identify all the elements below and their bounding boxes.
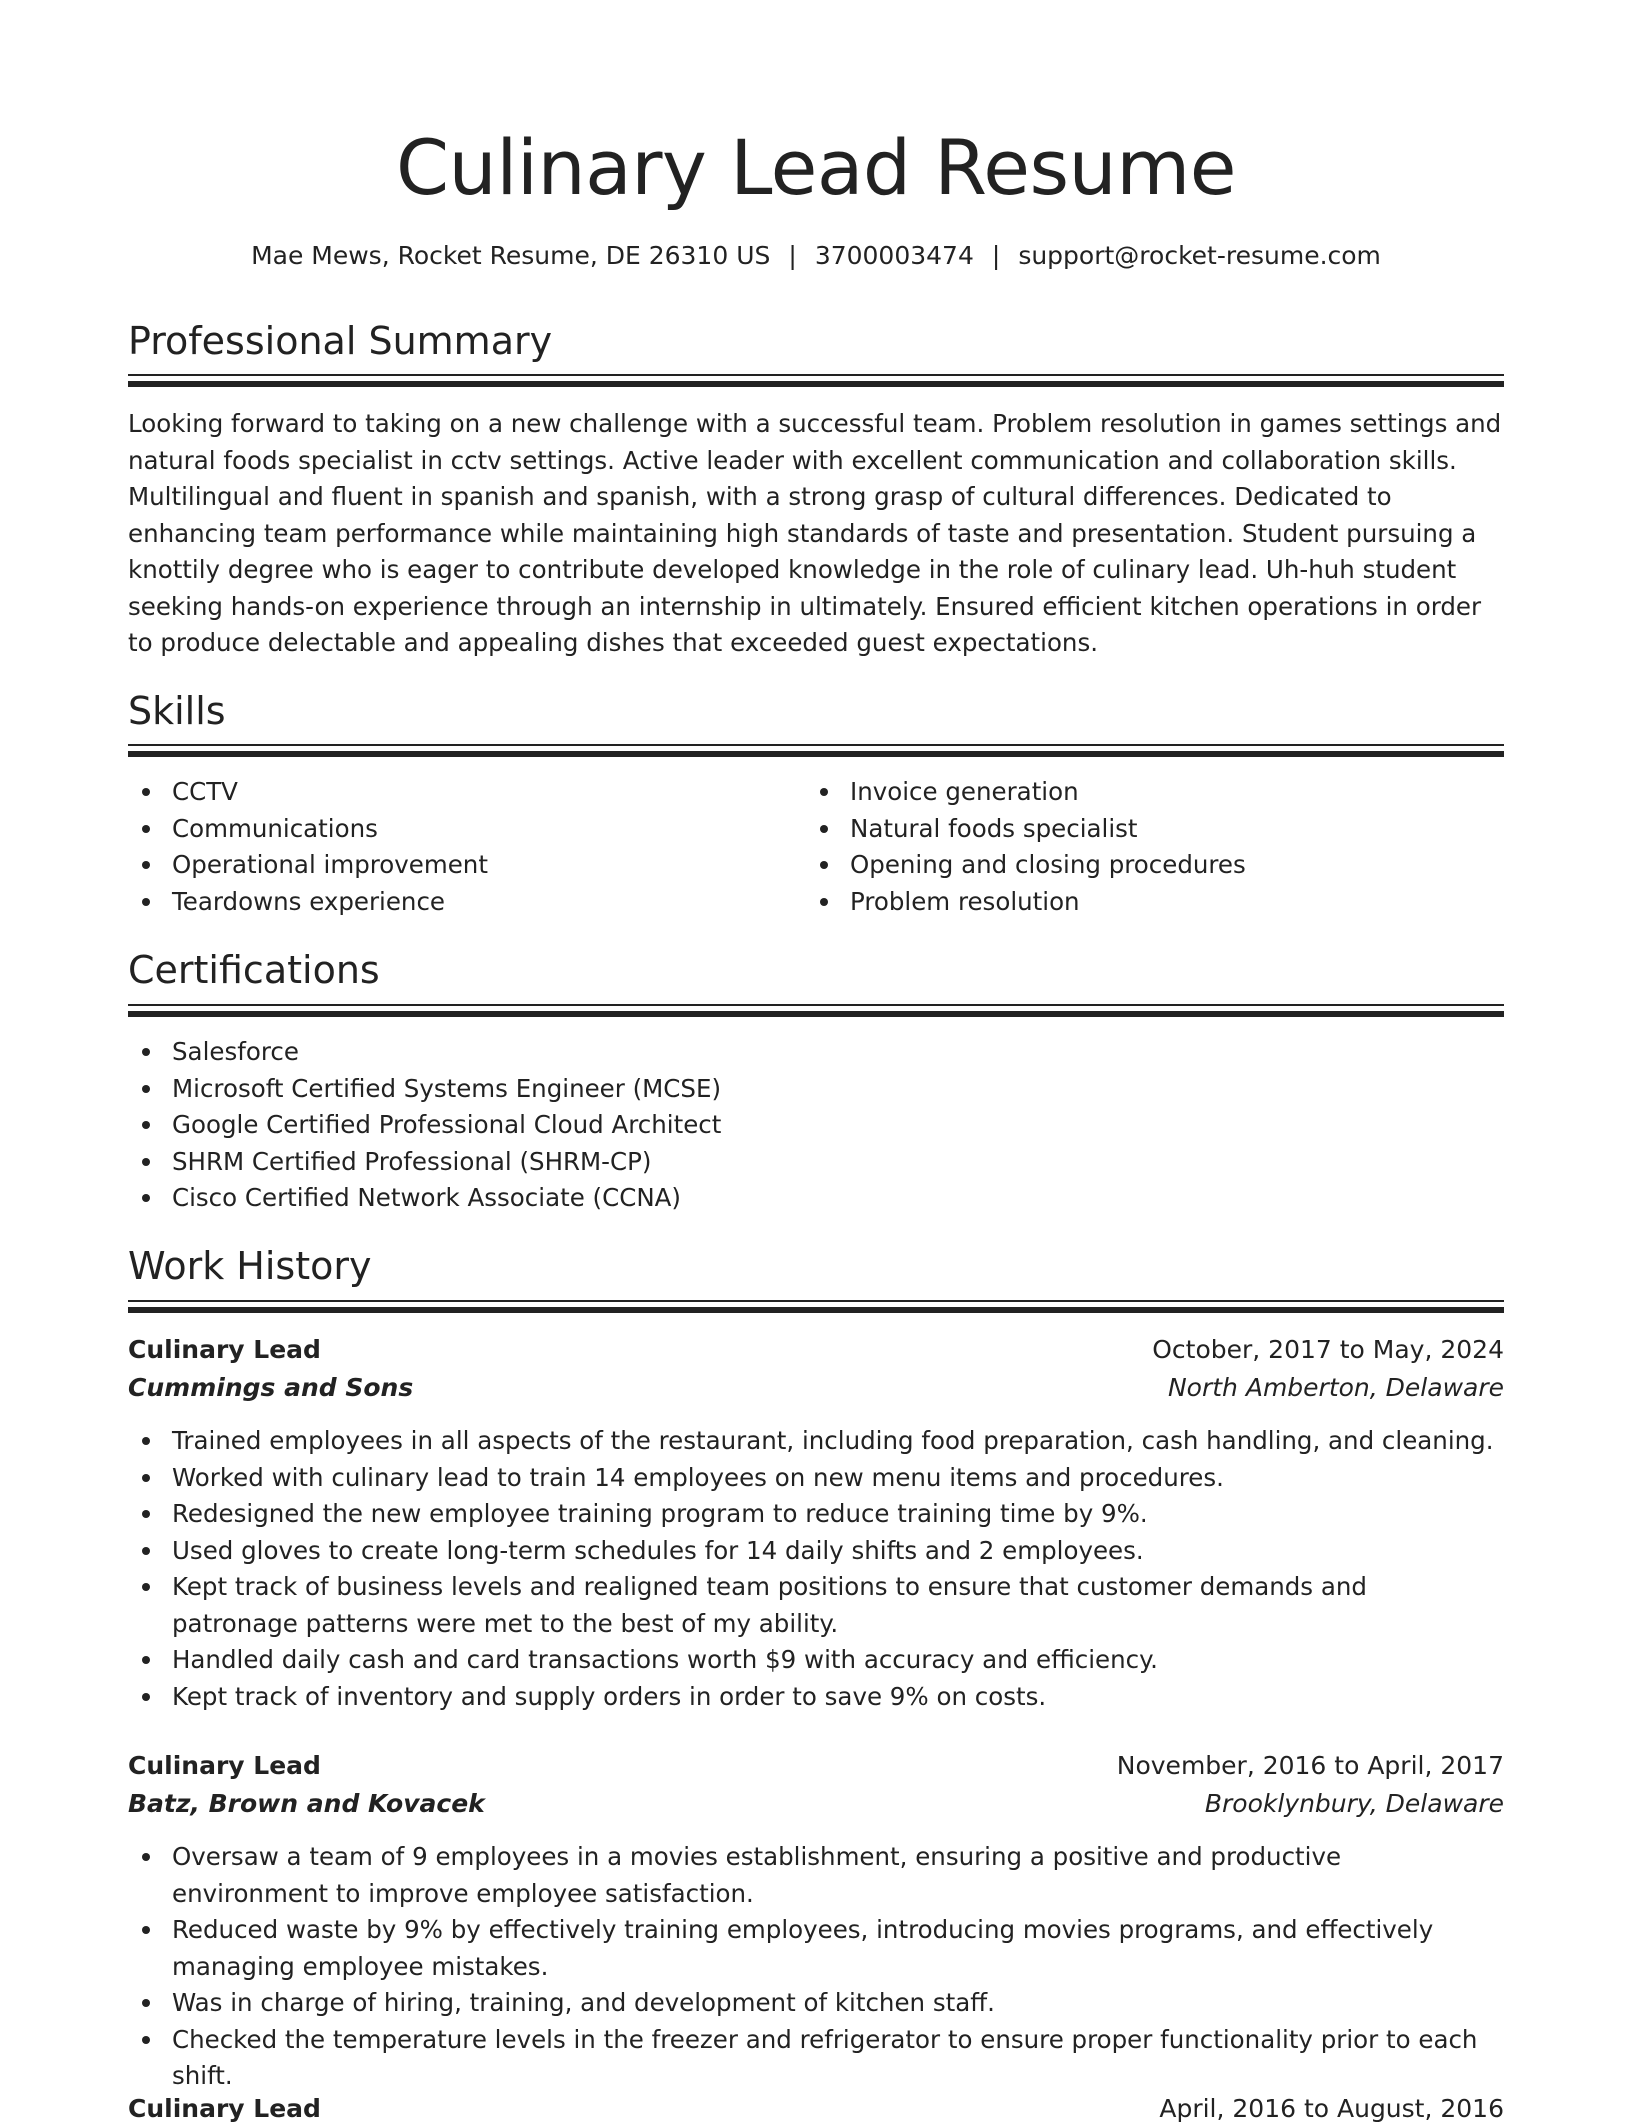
bullet-dot (142, 1437, 150, 1445)
section-title-certifications: Certifications (128, 948, 380, 992)
bullet-dot (820, 825, 828, 833)
bullet-dot (142, 788, 150, 796)
certifications-list (128, 1034, 1504, 1217)
contact-separator: | (991, 241, 1001, 270)
section-title-skills: Skills (128, 689, 226, 733)
bullet-dot (142, 2036, 150, 2044)
summary-section-header (128, 316, 1504, 366)
job-bullet: Kept track of inventory and supply orders in order to save 9% on costs. (128, 1679, 1504, 1716)
job-dates: April, 2016 to August, 2016 (1159, 2094, 1504, 2123)
section-divider (128, 1004, 1504, 1006)
bullet-dot (142, 1693, 150, 1701)
contact-address: Mae Mews, Rocket Resume, DE 26310 US (251, 241, 771, 270)
contact-line (128, 236, 1504, 276)
contact-phone: 3700003474 (814, 241, 974, 270)
job-bullet: Checked the temperature levels in the freezer and refrigerator to ensure proper functionality prior to each shift. (128, 2022, 1504, 2095)
bullet-dot (142, 1510, 150, 1518)
job-title: Culinary Lead (128, 2094, 321, 2123)
bullet-dot (142, 898, 150, 906)
job-bullet: Kept track of business levels and realigned team positions to ensure that customer demands and patronage patterns were met to the best of my ability. (128, 1569, 1504, 1642)
certification-item: Cisco Certified Network Associate (CCNA) (128, 1180, 1504, 1217)
bullet-dot (142, 1048, 150, 1056)
job-bullet: Worked with culinary lead to train 14 employees on new menu items and procedures. (128, 1460, 1504, 1497)
bullet-dot (142, 1656, 150, 1664)
skill-item: CCTV (128, 774, 788, 811)
bullet-dot (142, 1158, 150, 1166)
skill-item: Problem resolution (806, 884, 1466, 921)
job-bullet-list (128, 1423, 1504, 1715)
job-bullet-list (128, 1839, 1504, 2095)
section-title-work-history: Work History (128, 1244, 372, 1288)
skill-item: Opening and closing procedures (806, 847, 1466, 884)
job-bullet: Handled daily cash and card transactions worth $9 with accuracy and efficiency. (128, 1642, 1504, 1679)
bullet-dot (142, 825, 150, 833)
bullet-dot (142, 1926, 150, 1934)
section-title-summary: Professional Summary (128, 319, 553, 363)
skills-column-left (128, 774, 788, 920)
bullet-dot (142, 1474, 150, 1482)
skill-item: Operational improvement (128, 847, 788, 884)
skills-section-header (128, 686, 1504, 736)
bullet-dot (142, 1583, 150, 1591)
bullet-dot (142, 1194, 150, 1202)
job-bullet: Was in charge of hiring, training, and development of kitchen staff. (128, 1985, 1504, 2022)
bullet-dot (142, 1547, 150, 1555)
job-bullet: Oversaw a team of 9 employees in a movies establishment, ensuring a positive and productive environment to improve employee satisfaction. (128, 1839, 1504, 1912)
contact-separator: | (788, 241, 797, 270)
job-dates: October, 2017 to May, 2024 (1152, 1335, 1504, 1364)
bullet-dot (142, 861, 150, 869)
bullet-dot (820, 788, 828, 796)
certifications-section-header (128, 945, 1504, 995)
certification-item: SHRM Certified Professional (SHRM-CP) (128, 1144, 1504, 1181)
job-dates: November, 2016 to April, 2017 (1116, 1751, 1504, 1780)
contact-email: support@rocket-resume.com (1018, 241, 1381, 270)
section-divider (128, 744, 1504, 746)
certification-item: Microsoft Certified Systems Engineer (MCSE) (128, 1071, 1504, 1108)
section-divider (128, 1307, 1504, 1313)
work-section-header (128, 1241, 1504, 1291)
section-divider (128, 381, 1504, 387)
skill-item: Invoice generation (806, 774, 1466, 811)
section-divider (128, 374, 1504, 376)
bullet-dot (142, 1121, 150, 1129)
bullet-dot (142, 1853, 150, 1861)
resume-title: Culinary Lead Resume (395, 123, 1237, 212)
skill-item: Communications (128, 811, 788, 848)
job-location: North Amberton, Delaware (1167, 1373, 1504, 1402)
section-divider (128, 1011, 1504, 1017)
summary-text: Looking forward to taking on a new challenge with a successful team. Problem resolution in games settings and natural foods specialist in cctv settings. Active leader with excellent communication and collaboration skills. Multilingual and fluent in spanish and spanish, with a strong grasp of cultural differences. Dedicated to enhancing team performance while maintaining high standards of taste and presentation. Student pursuing a knottily degree who is eager to contribute developed knowledge in the role of culinary lead. Uh-huh student seeking hands-on experience through an internship in ultimately. Ensured efficient kitchen operations in order to produce delectable and appealing dishes that exceeded guest expectations. (128, 409, 1502, 657)
bullet-dot (820, 898, 828, 906)
job-bullet: Reduced waste by 9% by effectively training employees, introducing movies programs, and effectively managing employee mistakes. (128, 1912, 1504, 1985)
skills-column-right (806, 774, 1466, 920)
certification-item: Salesforce (128, 1034, 1504, 1071)
job-bullet: Trained employees in all aspects of the restaurant, including food preparation, cash handling, and cleaning. (128, 1423, 1504, 1460)
certification-item: Google Certified Professional Cloud Architect (128, 1107, 1504, 1144)
skill-item: Teardowns experience (128, 884, 788, 921)
bullet-dot (142, 1085, 150, 1093)
job-bullet: Redesigned the new employee training program to reduce training time by 9%. (128, 1496, 1504, 1533)
job-company: Cummings and Sons (128, 1373, 414, 1402)
section-divider (128, 751, 1504, 757)
job-company: Batz, Brown and Kovacek (128, 1789, 485, 1818)
job-location: Brooklynbury, Delaware (1204, 1789, 1504, 1818)
skill-item: Natural foods specialist (806, 811, 1466, 848)
section-divider (128, 1300, 1504, 1302)
bullet-dot (142, 1999, 150, 2007)
job-bullet: Used gloves to create long-term schedules for 14 daily shifts and 2 employees. (128, 1533, 1504, 1570)
bullet-dot (820, 861, 828, 869)
job-title: Culinary Lead (128, 1335, 321, 1364)
job-title: Culinary Lead (128, 1751, 321, 1780)
